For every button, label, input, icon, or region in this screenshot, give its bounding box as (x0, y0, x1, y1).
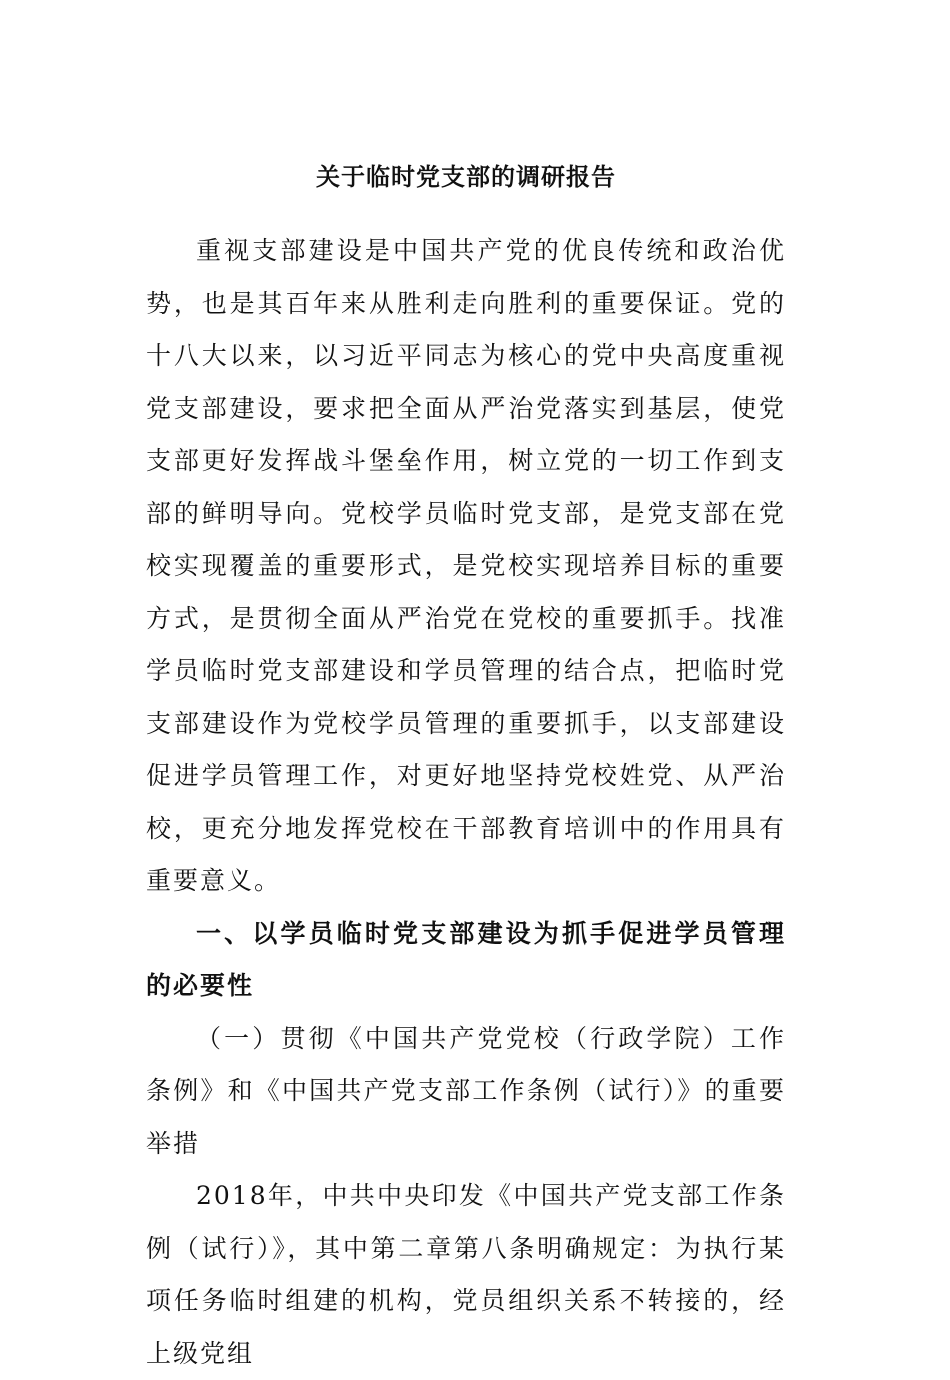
document-body (146, 152, 786, 1380)
document-title: 关于临时党支部的调研报告 (316, 163, 616, 191)
section-heading-1: 一、以学员临时党支部建设为抓手促进学员管理的必要性 (146, 918, 786, 1000)
subsection-paragraph-1: 2018年，中共中央印发《中国共产党支部工作条例（试行）》，其中第二章第八条明确规定：为执行某项任务临时组建的机构，党员组织关系不转接的，经上级党组 (146, 1181, 786, 1368)
intro-paragraph: 重视支部建设是中国共产党的优良传统和政治优势，也是其百年来从胜利走向胜利的重要保证。党的十八大以来，以习近平同志为核心的党中央高度重视党支部建设，要求把全面从严治党落实到基层，使党支部更好发挥战斗堡垒作用，树立党的一切工作到支部的鲜明导向。党校学员临时党支部，是党支部在党校实现覆盖的重要形式，是党校实现培养目标的重要方式，是贯彻全面从严治党在党校的重要抓手。找准学员临时党支部建设和学员管理的结合点，把临时党支部建设作为党校学员管理的重要抓手，以支部建设促进学员管理工作，对更好地坚持党校姓党、从严治校，更充分地发挥党校在干部教育培训中的作用具有重要意义。 (146, 236, 786, 895)
subsection-heading-1: （一）贯彻《中国共产党党校（行政学院）工作条例》和《中国共产党支部工作条例（试行）》的重要举措 (146, 1023, 786, 1158)
